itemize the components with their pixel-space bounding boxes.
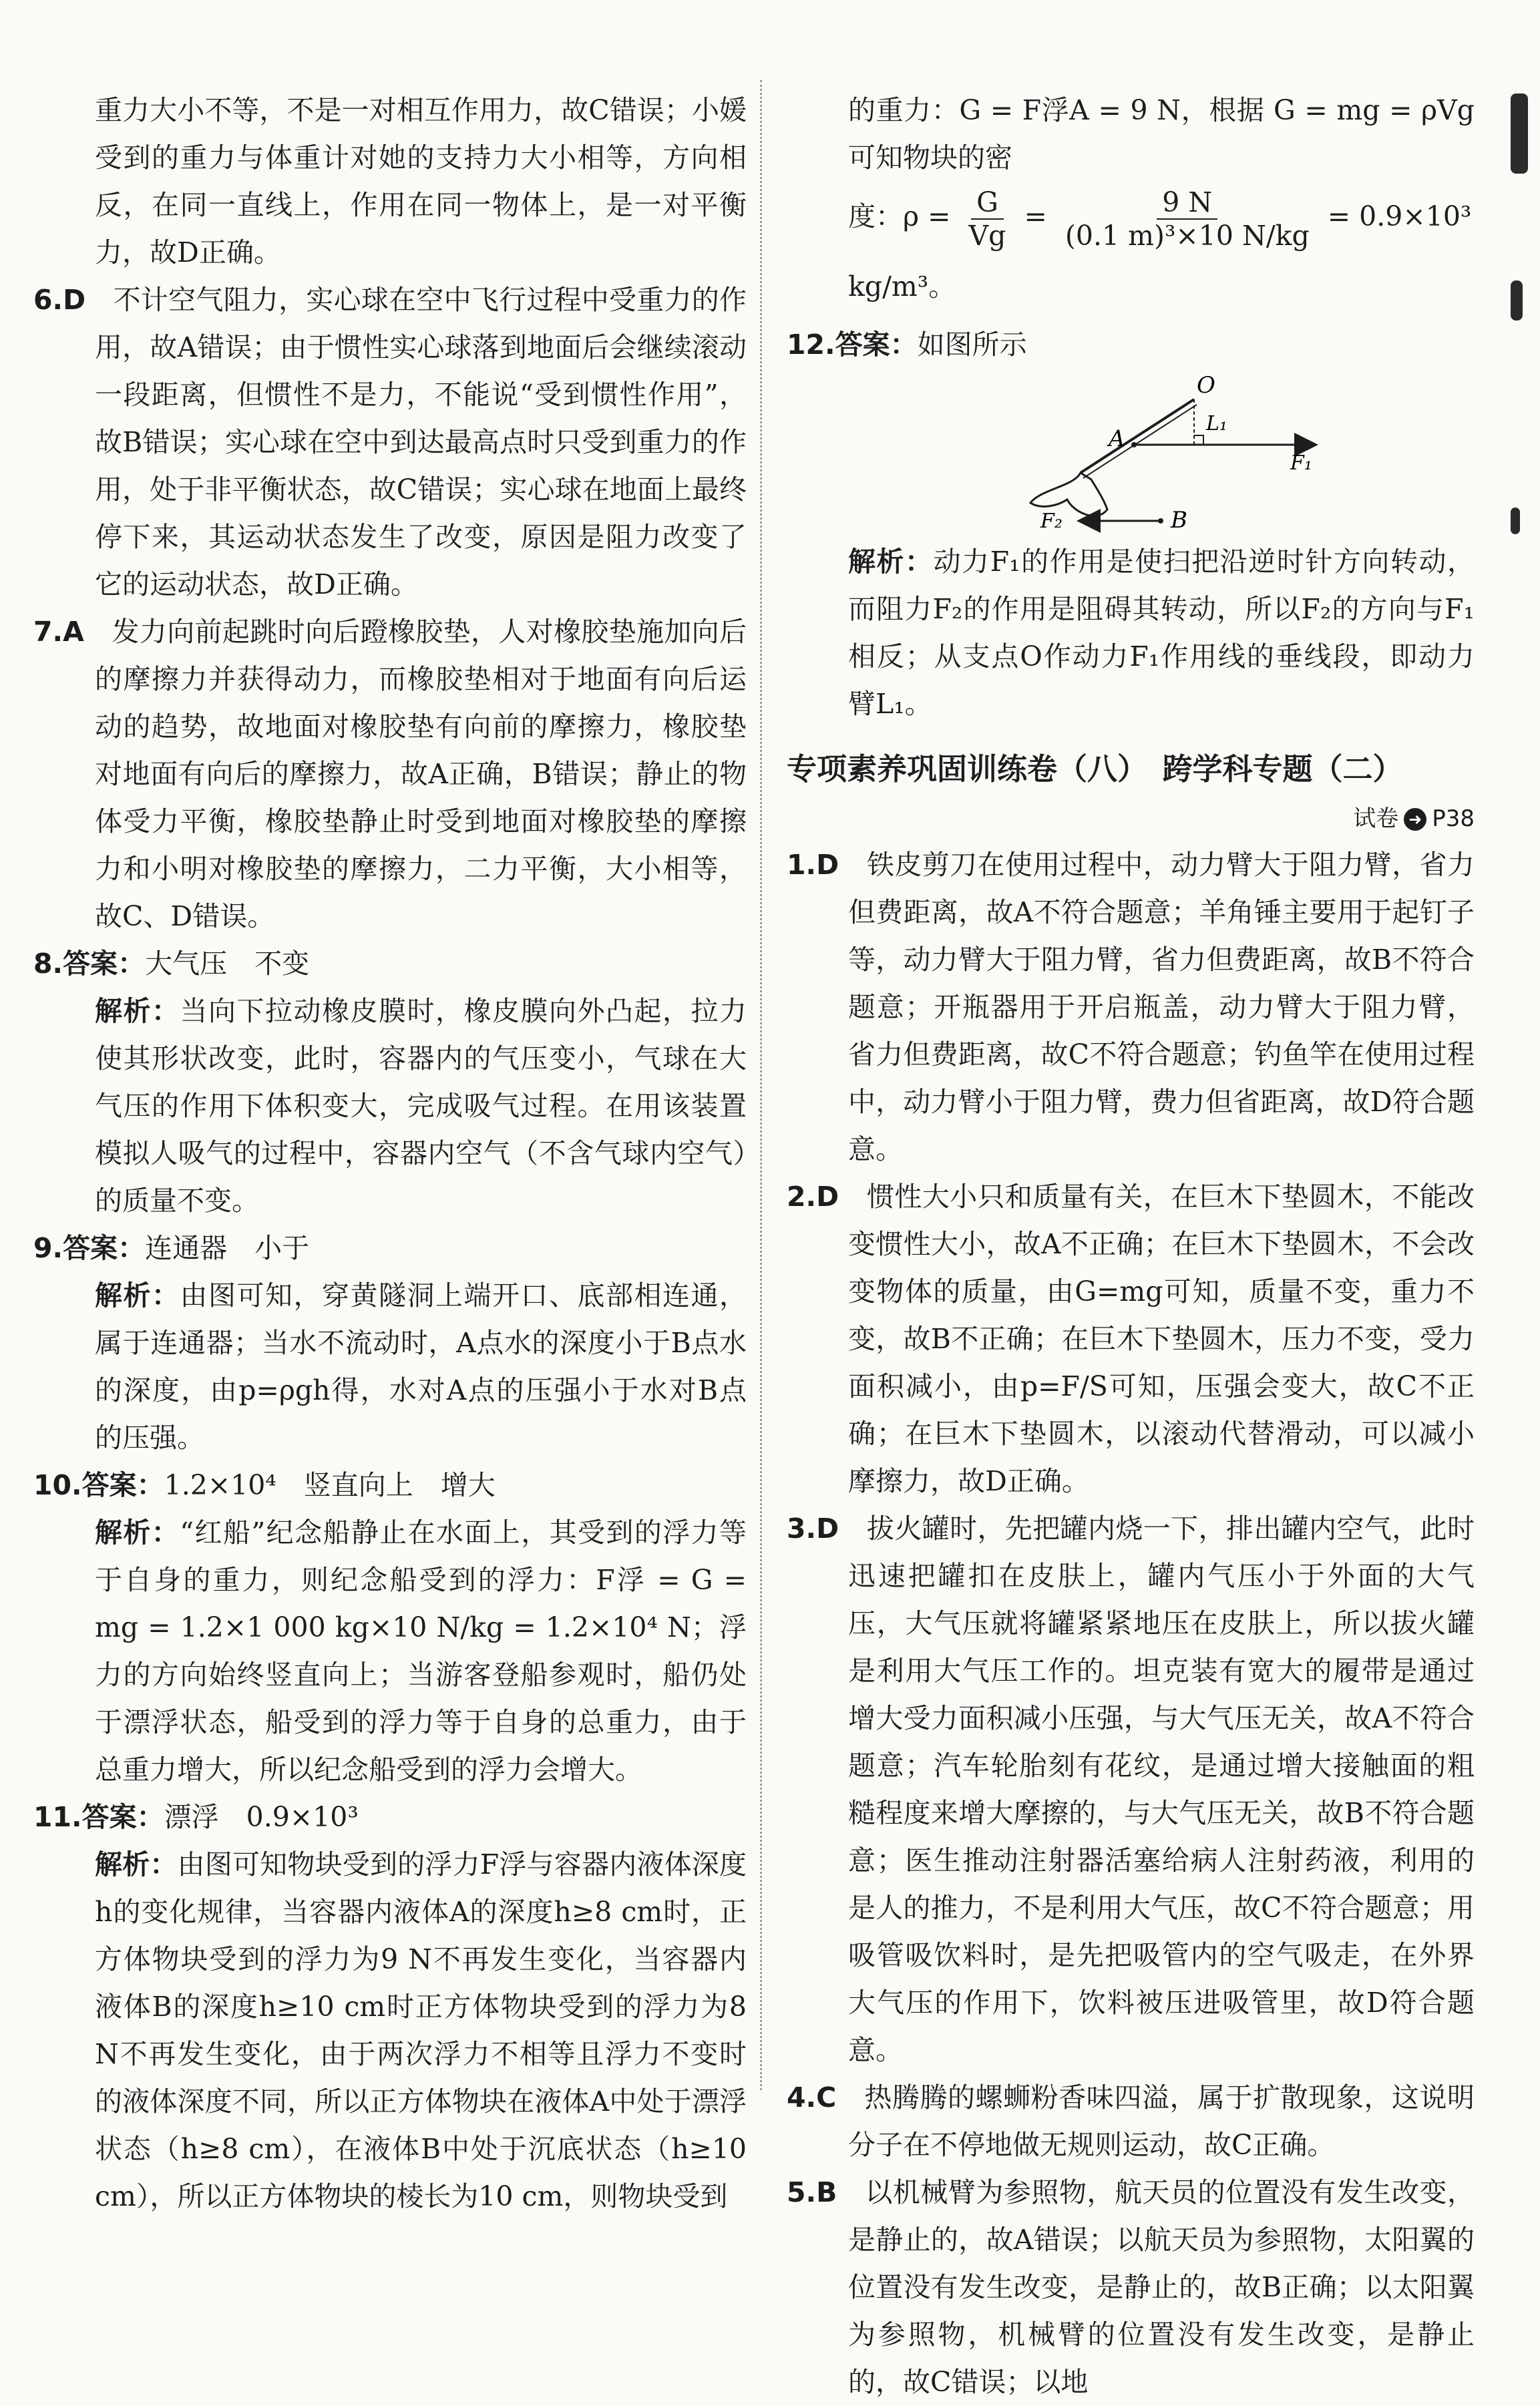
question-11-analysis — [33, 1841, 747, 2220]
question-number: 3. — [787, 1512, 817, 1545]
label-f1: F₁ — [1290, 451, 1312, 475]
question-2 — [787, 1173, 1475, 1505]
question-1 — [787, 841, 1475, 1173]
fraction-denominator: (0.1 m)³×10 N/kg — [1065, 219, 1310, 252]
question-number: 12. — [787, 328, 835, 361]
question-number: 11. — [33, 1801, 82, 1833]
continued-text: 的重力：G = F浮A = 9 N，根据 G = mg = ρVg 可知物块的密 — [848, 94, 1475, 174]
question-6 — [33, 276, 747, 608]
question-number: 4. — [787, 2081, 817, 2114]
question-3 — [787, 1505, 1475, 2074]
edge-mark — [1511, 93, 1528, 174]
analysis-label: 解析： — [848, 545, 934, 578]
answer-label: 答案： — [81, 1469, 164, 1501]
ref-page: P38 — [1432, 805, 1475, 832]
analysis-text: 当向下拉动橡皮膜时，橡皮膜向外凸起，拉力使其形状改变，此时，容器内的气压变小，气球在大气压的作用下体积变大，完成吸气过程。在用该装置模拟人吸气的过程中，容器内空气（不含气球内空气）的质量不变。 — [95, 995, 747, 1217]
answer-label: 答案： — [63, 1232, 146, 1264]
arrow-right-icon: ➜ — [1404, 808, 1426, 831]
left-column — [33, 87, 747, 2220]
broom-handle — [1081, 399, 1194, 473]
point-b — [1158, 518, 1163, 524]
point-a — [1131, 442, 1137, 447]
question-12-analysis — [787, 538, 1475, 728]
answer-letter: D — [63, 284, 86, 316]
analysis-label: 解析： — [95, 1848, 178, 1880]
question-8-analysis — [33, 988, 747, 1225]
answer-letter: A — [63, 616, 84, 648]
analysis-text: 动力F₁的作用是使扫把沿逆时针方向转动，而阻力F₂的作用是阻碍其转动，所以F₂的方向与F₁相反；从支点O作动力F₁作用线的垂线段，即动力臂L₁。 — [848, 545, 1475, 720]
answer-letter: B — [816, 2176, 837, 2208]
continued-text: 重力大小不等，不是一对相互作用力，故C错误；小媛受到的重力与体重计对她的支持力大小相等，方向相反，在同一直线上，作用在同一物体上，是一对平衡力，故D正确。 — [95, 94, 747, 268]
analysis-text: “红船”纪念船静止在水面上，其受到的浮力等于自身的重力，则纪念船受到的浮力：F浮 = G = mg = 1.2×1 000 kg×10 N/kg = 1.2×10⁴ N；浮力的方向始终竖直向上；当游客登船参观时，船仍处于漂浮状态，船受到的浮力等于自身的总重力，由于总重力增大，所以纪念船受到的浮力会增大。 — [95, 1517, 747, 1786]
question-10-analysis — [33, 1509, 747, 1794]
answer-text: 漂浮 0.9×10³ — [164, 1801, 359, 1833]
question-text: 拔火罐时，先把罐内烧一下，排出罐内空气，此时迅速把罐扣在皮肤上，罐内气压小于外面的大气压，大气压就将罐紧紧地压在皮肤上，所以拔火罐是利用大气压工作的。坦克装有宽大的履带是通过增大受力面积减小压强，与大气压无关，故A不符合题意；汽车轮胎刻有花纹，是通过增大接触面的粗糙程度来增大摩擦的，与大气压无关，故B不符合题意；医生推动注射器活塞给病人注射药液，利用的是人的推力，不是利用大气压，故C不符合题意；用吸管吸饮料时，是先把吸管内的空气吸走，在外界大气压的作用下，饮料被压进吸管里，故D符合题意。 — [848, 1512, 1475, 2066]
question-text: 热腾腾的螺蛳粉香味四溢，属于扩散现象，这说明分子在不停地做无规则运动，故C正确。 — [848, 2081, 1475, 2161]
fraction-g-vg — [964, 186, 1012, 252]
equals-sign: = — [1024, 200, 1047, 232]
label-b: B — [1171, 506, 1187, 533]
analysis-label: 解析： — [95, 995, 180, 1027]
answer-letter: D — [816, 1180, 839, 1213]
fraction-denominator: Vg — [968, 219, 1006, 252]
question-9-answer — [33, 1225, 747, 1272]
broom-handle-edge — [1083, 405, 1197, 478]
fraction-numerator: G — [971, 186, 1004, 220]
analysis-text: 由图可知物块受到的浮力F浮与容器内液体深度h的变化规律，当容器内液体A的深度h≥8 cm时，正方体物块受到的浮力为9 N不再发生变化，当容器内液体B的深度h≥10 cm时正方体物块受到的浮力为8 N不再发生变化，由于两次浮力不相等且浮力不变时的液体深度不同，所以正方体物块在液体A中处于漂浮状态（h≥8 cm），在液体B中处于沉底状态（h≥10 cm），所以正方体物块的棱长为10 cm，则物块受到 — [95, 1848, 747, 2212]
question-7 — [33, 608, 747, 940]
answer-text: 1.2×10⁴ 竖直向上 增大 — [164, 1469, 496, 1501]
density-result: = 0.9×10³ kg/m³。 — [848, 200, 1472, 303]
answer-text: 连通器 小于 — [145, 1232, 310, 1264]
question-5 — [787, 2169, 1475, 2406]
question-text: 惯性大小只和质量有关，在巨木下垫圆木，不能改变惯性大小，故A不正确；在巨木下垫圆木，不会改变物体的质量，由G=mg可知，质量不变，重力不变，故B不正确；在巨木下垫圆木，压力不变，受力面积减小，由p=F/S可知，压强会变大，故C不正确；在巨木下垫圆木，以滚动代替滑动，可以减小摩擦力，故D正确。 — [848, 1180, 1475, 1497]
answer-label: 答案： — [63, 948, 146, 980]
label-l1: L₁ — [1206, 411, 1227, 435]
analysis-label: 解析： — [95, 1517, 180, 1549]
lever-force-diagram — [940, 373, 1448, 533]
fraction-values — [1060, 186, 1315, 252]
answer-letter: D — [816, 1512, 839, 1545]
label-a: A — [1109, 425, 1125, 452]
question-number: 9. — [33, 1232, 63, 1264]
question-text: 发力向前起跳时向后蹬橡胶垫，人对橡胶垫施加向后的摩擦力并获得动力，而橡胶垫相对于地面有向后运动的趋势，故地面对橡胶垫有向前的摩擦力，橡胶垫对地面有向后的摩擦力，故A正确，B错误；静止的物体受力平衡，橡胶垫静止时受到地面对橡胶垫的摩擦力和小明对橡胶垫的摩擦力，二力平衡，大小相等，故C、D错误。 — [95, 616, 747, 932]
density-formula — [787, 182, 1475, 321]
question-4 — [787, 2074, 1475, 2169]
answer-text: 如图所示 — [917, 328, 1027, 361]
right-column — [787, 87, 1475, 2406]
question-number: 10. — [33, 1469, 82, 1501]
question-number: 1. — [787, 848, 817, 881]
ref-prefix: 试卷 — [1353, 805, 1399, 832]
answer-label: 答案： — [81, 1801, 164, 1833]
fraction-numerator: 9 N — [1157, 186, 1217, 220]
question-number: 8. — [33, 948, 63, 980]
answer-letter: C — [816, 2081, 837, 2114]
question-12-answer — [787, 321, 1475, 369]
page-reference — [787, 797, 1475, 840]
edge-mark — [1511, 508, 1520, 534]
question-number: 2. — [787, 1180, 817, 1213]
question-8-answer — [33, 940, 747, 988]
column-divider — [760, 80, 762, 2090]
answer-label: 答案： — [835, 328, 918, 361]
label-f2: F₂ — [1040, 509, 1063, 533]
question-number: 6. — [33, 284, 63, 316]
question-text: 铁皮剪刀在使用过程中，动力臂大于阻力臂，省力但费距离，故A不符合题意；羊角锤主要用于起钉子等，动力臂大于阻力臂，省力但费距离，故B不符合题意；开瓶器用于开启瓶盖，动力臂大于阻力臂，省力但费距离，故C不符合题意；钓鱼竿在使用过程中，动力臂小于阻力臂，费力但省距离，故D符合题意。 — [848, 848, 1475, 1165]
label-o: O — [1197, 372, 1215, 399]
analysis-label: 解析： — [95, 1279, 180, 1312]
question-11-answer — [33, 1794, 747, 1841]
question-text: 以机械臂为参照物，航天员的位置没有发生改变，是静止的，故A错误；以航天员为参照物，太阳翼的位置没有发生改变，是静止的，故B正确；以太阳翼为参照物，机械臂的位置没有发生改变，是静止的，故C错误；以地 — [848, 2176, 1475, 2398]
question-text: 不计空气阻力，实心球在空中飞行过程中受重力的作用，故A错误；由于惯性实心球落到地面后会继续滚动一段距离，但惯性不是力，不能说“受到惯性作用”，故B错误；实心球在空中到达最高点时只受到重力的作用，处于非平衡状态，故C错误；实心球在地面上最终停下来，其运动状态发生了改变，原因是阻力改变了它的运动状态，故D正确。 — [95, 284, 747, 600]
section-title: 专项素养巩固训练卷（八） 跨学科专题（二） — [787, 751, 1403, 787]
analysis-text: 由图可知，穿黄隧洞上端开口、底部相连通，属于连通器；当水不流动时，A点水的深度小于B点水的深度，由p=ρgh得，水对A点的压强小于水对B点的压强。 — [95, 1279, 747, 1454]
density-prefix: 度：ρ = — [848, 200, 951, 232]
answer-text: 大气压 不变 — [145, 948, 310, 980]
edge-mark — [1511, 280, 1523, 321]
question-number: 7. — [33, 616, 63, 648]
question-10-answer — [33, 1462, 747, 1509]
answer-letter: D — [816, 848, 839, 881]
question-9-analysis — [33, 1272, 747, 1462]
question-number: 5. — [787, 2176, 817, 2208]
right-angle-mark — [1194, 435, 1203, 445]
